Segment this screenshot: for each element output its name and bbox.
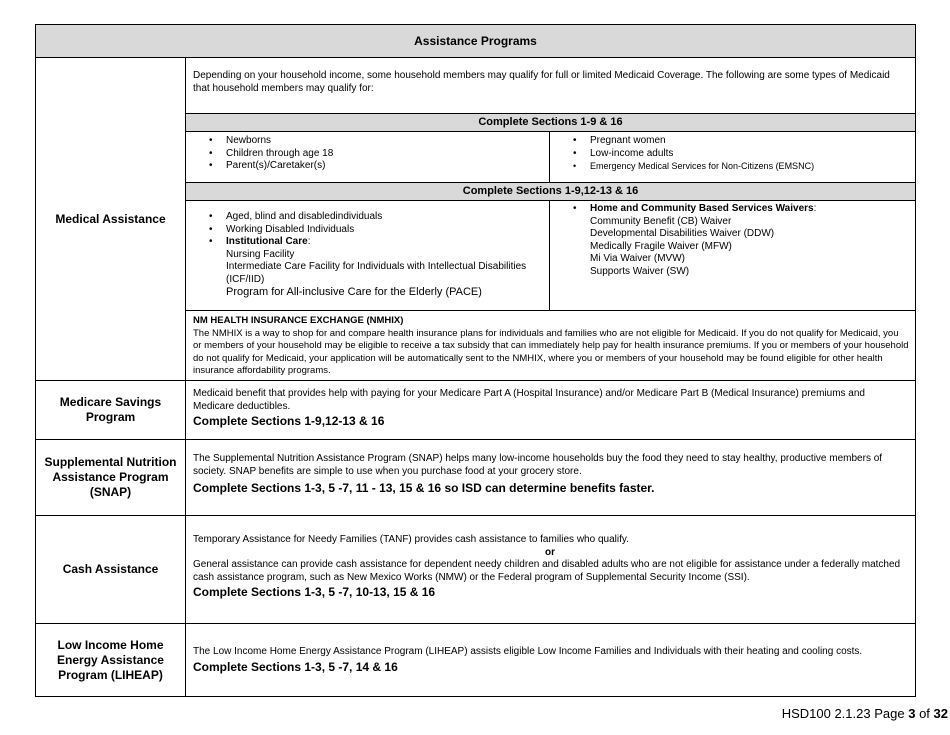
footer-page-total: 32: [933, 706, 948, 721]
list-item: • Aged, blind and disabledindividuals: [186, 211, 549, 224]
medicare-text: Medicaid benefit that provides help with paying for your Medicare Part A (Hospital Insurance) and/or Medicare Part B (Medical Insurance) premiums and Medicare deductibles.: [193, 388, 865, 412]
medical-assistance-label: [35, 58, 186, 381]
snap-label: [35, 440, 186, 516]
general-assistance-text: General assistance can provide cash assistance for dependent needy children and disabled adults who are not eligible for assistance under a federally matched cash assistance program, such as New Mexico Works (NMW) or the Federal program of Supplemental Security Income (SSI).: [193, 559, 901, 583]
medical-band-1: Complete Sections 1-9 & 16: [186, 113, 915, 132]
list-item: • Children through age 18: [186, 148, 549, 161]
snap-body: [186, 440, 916, 516]
liheap-body: [186, 624, 916, 697]
medical-group-2: [186, 201, 915, 311]
list-item: • Parent(s)/Caretaker(s): [186, 160, 549, 173]
hcbs-waivers-title: Home and Community Based Services Waivers: [590, 203, 814, 214]
or-divider: or: [545, 546, 555, 558]
medical-group-1-right: [550, 132, 915, 182]
medical-group-1: [186, 132, 915, 182]
footer-page-number: 3: [908, 706, 916, 721]
snap-label-text: Supplemental Nutrition Assistance Program (SNAP): [44, 455, 177, 499]
list-item: • Institutional Care:: [186, 236, 549, 249]
medical-assistance-label-text: Medical Assistance: [55, 211, 166, 226]
snap-sections: Complete Sections 1-3, 5 -7, 11 - 13, 15 & 16 so ISD can determine benefits faster.: [193, 481, 655, 495]
medical-group-1-left: [186, 132, 550, 182]
cash-assistance-body: [186, 516, 916, 624]
liheap-text: The Low Income Home Energy Assistance Program (LIHEAP) assists eligible Low Income Families and Individuals with their heating and cooling costs.: [193, 646, 863, 657]
institutional-care-item: Nursing Facility: [226, 248, 295, 260]
institutional-care-item: Program for All-inclusive Care for the Elderly (PACE): [226, 286, 482, 298]
footer-of: of: [919, 706, 930, 721]
waiver-item: Community Benefit (CB) Waiver: [590, 215, 732, 227]
list-item: • Emergency Medical Services for Non-Citizens (EMSNC): [550, 160, 915, 173]
liheap-sections: Complete Sections 1-3, 5 -7, 14 & 16: [193, 659, 398, 674]
medicare-savings-label: [35, 381, 186, 440]
medicare-sections: Complete Sections 1-9,12-13 & 16: [193, 414, 385, 428]
nmhix-title: NM HEALTH INSURANCE EXCHANGE (NMHIX): [193, 315, 404, 326]
institutional-care-item: Intermediate Care Facility for Individuals with Intellectual Disabilities (ICF/IID): [226, 261, 527, 285]
nmhix-text: The NMHIX is a way to shop for and compare health insurance plans for individuals and families who are not eligible for Medicaid. If you do not qualify for Medicaid, you or members of your household may be eligible to receive a tax subsidy that can immediately help pay for health insurance premiums. If you or members of your household do not qualify for Medicaid, your application will be automatically sent to the NMHIX, where you or members of your household may be found eligible for other health insurance affordability programs.: [193, 327, 909, 376]
medicare-savings-label-text: Medicare Savings Program: [59, 395, 162, 424]
tanf-text: Temporary Assistance for Needy Families (TANF) provides cash assistance to families who qualify.: [193, 534, 629, 545]
nmhix-section: [186, 312, 915, 380]
liheap-label: [35, 624, 186, 697]
medicare-savings-body: [186, 381, 916, 440]
cash-assistance-label: [35, 516, 186, 624]
medical-assistance-body: [186, 58, 916, 381]
waiver-item: Supports Waiver (SW): [590, 265, 690, 277]
footer-prefix: HSD100 2.1.23 Page: [781, 706, 905, 721]
medical-group-2-right: [550, 201, 915, 310]
list-item: • Newborns: [186, 135, 549, 148]
waiver-item: Developmental Disabilities Waiver (DDW): [590, 228, 775, 239]
snap-text: The Supplemental Nutrition Assistance Program (SNAP) helps many low-income households buy the food they need to stay healthy, productive members of society. SNAP benefits are simple to use when you purchase food at your grocery store.: [193, 453, 883, 477]
cash-sections: Complete Sections 1-3, 5 -7, 10-13, 15 & 16: [193, 585, 436, 599]
list-item: • Home and Community Based Services Waivers:: [550, 203, 915, 216]
waiver-item: Medically Fragile Waiver (MFW): [590, 240, 732, 252]
medical-intro: Depending on your household income, some household members may qualify for full or limited Medicaid Coverage. The following are some types of Medicaid that household members may qualify for:: [193, 70, 890, 94]
institutional-care-title: Institutional Care: [226, 236, 308, 247]
table-title: Assistance Programs: [35, 24, 916, 58]
cash-assistance-label-text: Cash Assistance: [62, 562, 159, 576]
assistance-programs-table: [35, 24, 916, 696]
waiver-item: Mi Via Waiver (MVW): [590, 253, 685, 264]
medical-group-2-left: [186, 201, 550, 310]
list-item: • Pregnant women: [550, 135, 915, 148]
medical-band-2: Complete Sections 1-9,12-13 & 16: [186, 182, 915, 201]
liheap-label-text: Low Income Home Energy Assistance Program (LIHEAP): [57, 637, 164, 682]
list-item: • Low-income adults: [550, 148, 915, 161]
page-footer: [782, 706, 948, 721]
list-item: • Working Disabled Individuals: [186, 224, 549, 237]
